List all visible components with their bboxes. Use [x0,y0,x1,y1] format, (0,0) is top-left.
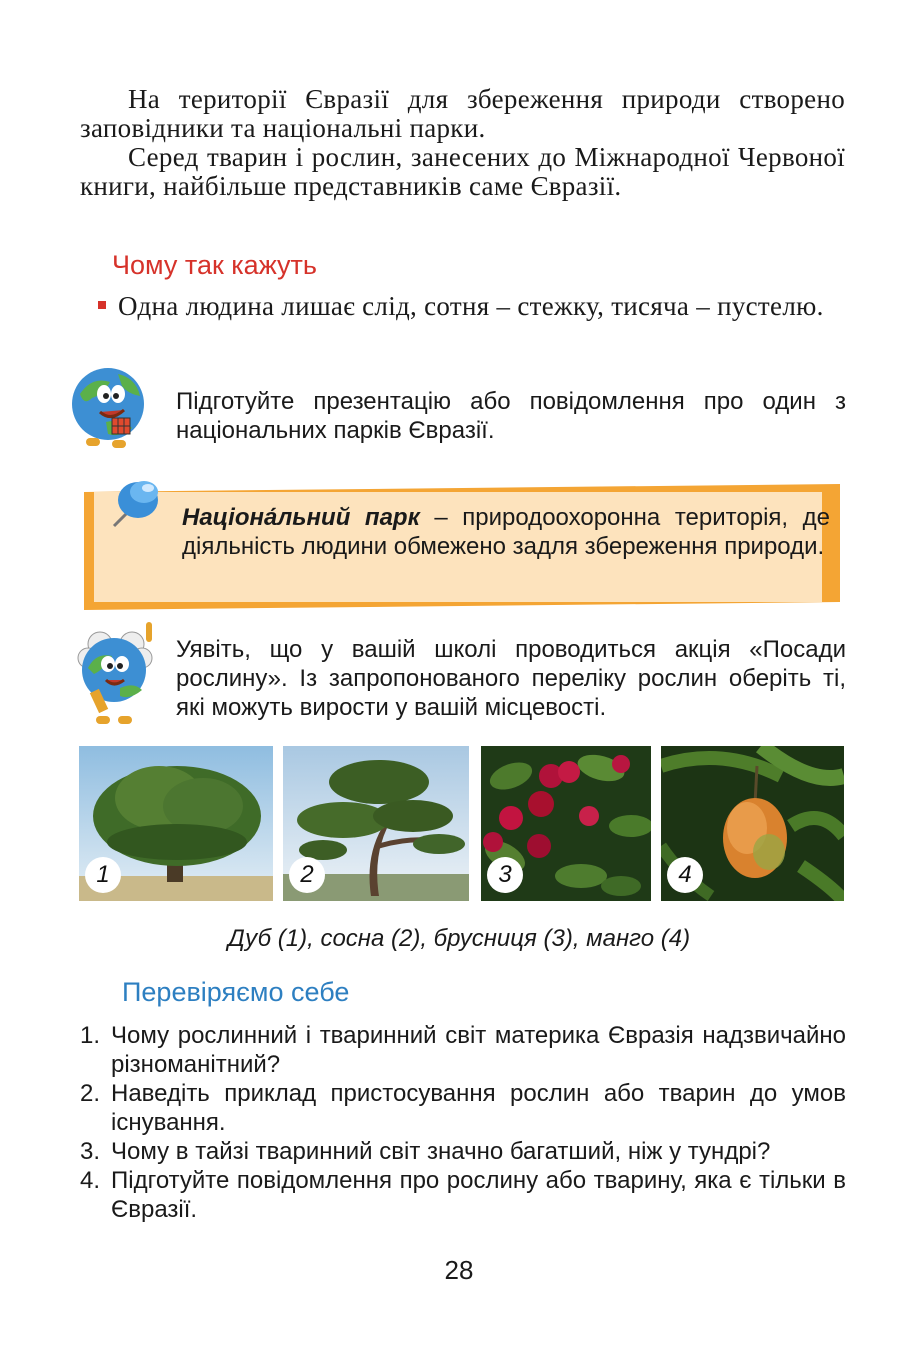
saying-heading: Чому так кажуть [112,250,317,280]
page-number: 28 [444,1255,474,1285]
list-item: 1. Чому рослинний і тваринний світ материка Євразія надзвичайно різноманітний? [80,1022,846,1078]
list-item: 4. Підготуйте повідомлення про рослину або тварину, яка є тільки в Євразії. [80,1167,846,1223]
question-list [80,1021,846,1224]
photo-number-4: 4 [667,857,703,893]
task2-text: Уявіть, що у вашій школі проводиться акція «Посади рослину». Із запропонованого переліку рослин оберіть ті, які можуть вирости у вашій місцевості. [176,636,846,721]
bullet-icon [98,301,106,309]
photo-lingonberry [481,746,651,901]
photo-caption: Дуб (1), сосна (2), брусниця (3), манго (4) [227,925,691,952]
list-item: 3. Чому в тайзі тваринний світ значно багатший, ніж у тундрі? [80,1138,771,1165]
photo-number-3: 3 [487,857,523,893]
check-heading: Перевіряємо себе [122,977,350,1007]
intro-paragraph-1: На території Євразії для збереження природи створено заповідники та національні парки. [80,84,845,143]
intro-paragraph-2: Серед тварин і рослин, занесених до Міжнародної Червоної книги, найбільше представників саме Євразії. [80,142,845,201]
photo-mango [661,746,844,901]
task1-text: Підготуйте презентацію або повідомлення про один з національних парків Євразії. [176,388,846,444]
pushpin-icon [104,474,168,534]
list-item: 2. Наведіть приклад пристосування рослин або тварин до умов існування. [80,1080,846,1136]
globe-mascot-icon [66,618,156,708]
saying-text: Одна людина лишає слід, сотня – стежку, тисяча – пустелю. [118,291,824,321]
definition-text [182,503,830,561]
photo-number-1: 1 [85,857,121,893]
definition-body: – природоохоронна територія, де діяльність людини обмежено задля збереження природи. [182,504,830,560]
definition-term: Націона́льний парк [182,504,420,531]
photo-number-2: 2 [289,857,325,893]
photo-pine [283,746,469,901]
globe-mascot-icon [66,364,156,454]
photo-oak [79,746,273,901]
